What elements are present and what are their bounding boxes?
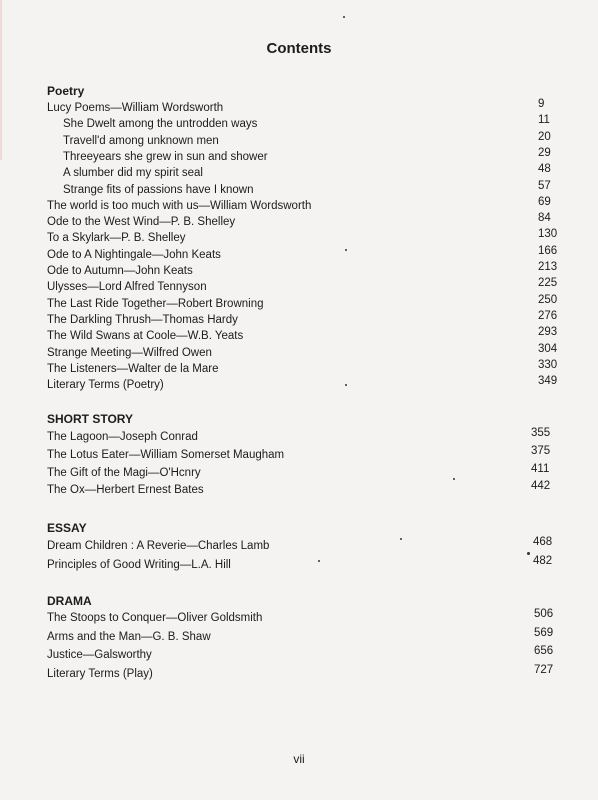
toc-entry-title: Ode to Autumn—John Keats (47, 265, 193, 277)
toc-entry-title: Literary Terms (Poetry) (47, 379, 164, 392)
toc-entry-title: The Gift of the Magi—O'Hcnry (47, 466, 201, 479)
toc-entry-page-number: 166 (538, 244, 558, 257)
page-title: Contents (266, 40, 332, 57)
scan-speck (400, 538, 402, 540)
section-heading: DRAMA (47, 594, 92, 608)
scan-speck (453, 478, 455, 480)
toc-entry-title: To a Skylark—P. B. Shelley (47, 232, 186, 245)
toc-entry-title: The Ox—Herbert Ernest Bates (47, 484, 204, 497)
toc-entry-title: The Darkling Thrush—Thomas Hardy (47, 313, 238, 326)
toc-entry-title: Strange fits of passions have I known (63, 183, 254, 196)
toc-entry-page-number: 330 (538, 358, 558, 371)
toc-entry-page-number: 84 (538, 212, 551, 225)
toc-entry-page-number: 250 (538, 293, 558, 306)
toc-entry-title: She Dwelt among the untrodden ways (63, 118, 258, 131)
toc-entry-title: Ulysses—Lord Alfred Tennyson (47, 281, 207, 294)
toc-entry-page-number: 468 (533, 536, 553, 548)
toc-entry-page-number: 482 (533, 555, 553, 567)
toc-entry-title: Lucy Poems—William Wordsworth (47, 102, 224, 114)
scan-speck (345, 249, 347, 251)
toc-entry-title: Principles of Good Writing—L.A. Hill (47, 559, 231, 571)
toc-entry-page-number: 130 (538, 228, 558, 241)
toc-entry-page-number: 9 (538, 98, 545, 110)
toc-entry-page-number: 375 (531, 444, 551, 457)
scan-speck (527, 552, 530, 555)
toc-entry-page-number: 355 (531, 427, 551, 439)
toc-entry-title: Justice—Galsworthy (47, 649, 152, 662)
toc-entry-title: Arms and the Man—G. B. Shaw (47, 630, 211, 643)
scan-speck (318, 560, 320, 562)
toc-entry-title: The world is too much with us—William Wordsworth (47, 199, 312, 212)
toc-entry-title: The Last Ride Together—Robert Browning (47, 297, 264, 310)
toc-entry-title: The Lotus Eater—William Somerset Maugham (47, 448, 285, 461)
toc-entry-page-number: 48 (538, 163, 551, 176)
toc-entry-title: Strange Meeting—Wilfred Owen (47, 346, 212, 359)
toc-entry-page-number: 304 (538, 342, 558, 355)
toc-entry-page-number: 213 (538, 261, 558, 273)
scan-speck (343, 16, 345, 18)
toc-entry-page-number: 225 (538, 277, 558, 290)
toc-entry-page-number: 276 (538, 309, 558, 322)
toc-entry-page-number: 11 (538, 114, 550, 127)
toc-entry-title: The Stoops to Conquer—Oliver Goldsmith (47, 612, 263, 624)
toc-entry-page-number: 293 (538, 326, 558, 339)
toc-entry-page-number: 69 (538, 195, 551, 208)
toc-entry-page-number: 506 (534, 608, 554, 620)
toc-entry-title: A slumber did my spirit seal (63, 167, 203, 180)
toc-entry-title: The Lagoon—Joseph Conrad (47, 431, 198, 443)
section-heading: SHORT STORY (47, 412, 134, 426)
toc-entry-title: The Listeners—Walter de la Mare (47, 362, 219, 375)
toc-entry-title: Travell'd among unknown men (63, 134, 219, 147)
toc-entry-title: Literary Terms (Play) (47, 668, 153, 681)
section-heading: ESSAY (47, 521, 87, 535)
section-heading: Poetry (47, 84, 85, 98)
page-edge-shadow (0, 0, 2, 160)
toc-entry-title: Ode to A Nightingale—John Keats (47, 248, 221, 261)
toc-entry-page-number: 411 (531, 462, 550, 475)
toc-entry-page-number: 57 (538, 179, 551, 192)
toc-entry-page-number: 656 (534, 645, 554, 658)
toc-entry-page-number: 349 (538, 375, 558, 388)
toc-entry-page-number: 29 (538, 146, 551, 159)
toc-entry-title: Ode to the West Wind—P. B. Shelley (47, 216, 236, 229)
toc-entry-title: Dream Children : A Reverie—Charles Lamb (47, 540, 270, 552)
toc-entry-title: Threeyears she grew in sun and shower (63, 150, 268, 163)
toc-entry-page-number: 569 (534, 626, 554, 639)
toc-entry-title: The Wild Swans at Coole—W.B. Yeats (47, 330, 244, 343)
toc-entry-page-number: 20 (538, 130, 551, 143)
page-number-footer: vii (293, 752, 305, 766)
scan-speck (345, 384, 347, 386)
toc-entry-page-number: 442 (531, 480, 551, 493)
toc-entry-page-number: 727 (534, 664, 554, 677)
